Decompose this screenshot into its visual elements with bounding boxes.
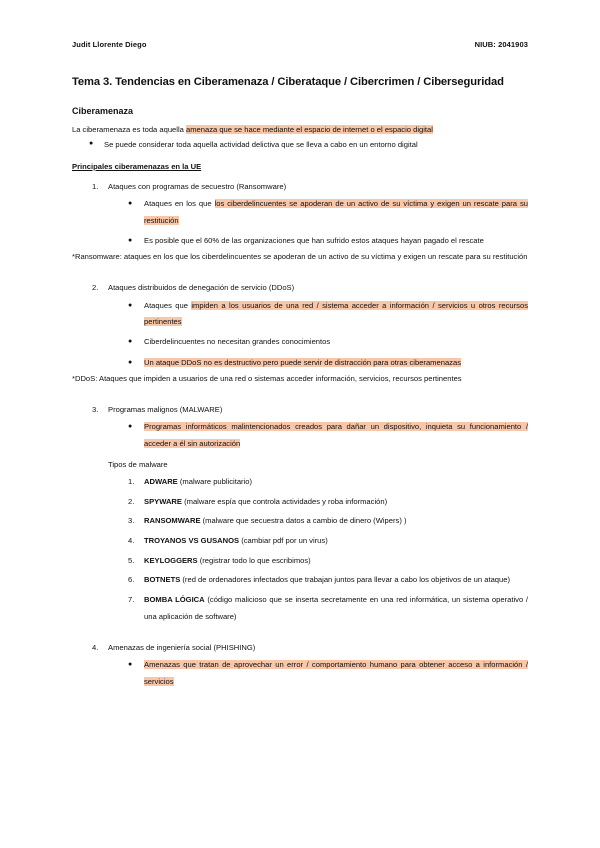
list-item-ransomware <box>72 181 528 193</box>
definition-paragraph <box>72 124 528 136</box>
item-label: Ataques distribuidos de denegación de servicio (DDoS) <box>108 283 295 292</box>
malware-types-heading: Tipos de malware <box>108 460 168 470</box>
note-ddos: *DDoS: Ataques que impiden a usuarios de una red o sistemas acceder información, servicios, recursos pertinentes <box>72 374 462 384</box>
malware-name: KEYLOGGERS <box>144 555 198 565</box>
malware-desc: (código malicioso que se inserta secretamente en una red informática, un sistema operativo / una aplicación de software) <box>144 595 528 621</box>
list-item <box>72 553 528 570</box>
item-number: 2. <box>128 496 135 506</box>
list-item <box>72 494 528 511</box>
item-number: 4. <box>92 642 99 652</box>
list-item <box>72 419 528 452</box>
malware-desc: (red de ordenadores infectados que trabajan juntos para llevar a cabo los objetivos de un ataque) <box>180 575 510 585</box>
item-number: 6. <box>128 575 135 585</box>
list-item <box>72 334 528 350</box>
bullet-icon: ● <box>128 236 133 244</box>
item-number: 2. <box>92 283 99 292</box>
section-heading-principales: Principales ciberamenazas en la UE <box>72 161 202 171</box>
item-number: 1. <box>128 476 135 486</box>
bullet-icon: ● <box>128 200 133 208</box>
list-item <box>72 474 528 491</box>
item-number: 3. <box>128 516 135 526</box>
malware-desc: (malware publicitario) <box>177 476 253 486</box>
list-item <box>72 572 528 589</box>
bullet-icon: ● <box>128 301 133 309</box>
item-number: 7. <box>128 595 135 605</box>
list-item-phishing <box>72 642 528 654</box>
page-title: Tema 3. Tendencias en Ciberamenaza / Ciberataque / Cibercrimen / Ciberseguridad <box>72 76 504 88</box>
malware-name: TROYANOS VS GUSANOS <box>144 535 240 545</box>
list-item <box>72 657 528 690</box>
item-label: Programas malignos (MALWARE) <box>108 404 223 414</box>
malware-name: BOMBA LÓGICA <box>144 595 205 605</box>
bullet-highlight: impiden a los usuarios de una red / sistema acceder a información / servicios u otros recursos pertinentes <box>144 300 528 327</box>
malware-name: SPYWARE <box>144 496 182 506</box>
malware-name: ADWARE <box>144 476 178 486</box>
bullet-icon: ● <box>128 358 133 366</box>
malware-desc: (malware espía que controla actividades y roba información) <box>181 496 388 506</box>
bullet-icon: ● <box>89 140 94 148</box>
item-label: Amenazas de ingeniería social (PHISHING) <box>108 642 256 652</box>
bullet-icon: ● <box>128 338 133 346</box>
header-author: Judit Llorente Diego <box>72 40 147 49</box>
bullet-highlight: los ciberdelincuentes se apoderan de un activo de su víctima y exigen un rescate para su restitución <box>144 199 528 225</box>
list-item <box>72 298 528 331</box>
note-ransomware: *Ransomware: ataques en los que los ciberdelincuentes se apoderan de un activo de su víctima y exigen un rescate para su restitución <box>72 252 528 262</box>
list-item <box>72 233 528 249</box>
list-item-ddos <box>72 282 528 294</box>
bullet-highlight: Programas informáticos malintencionados creados para dañar un dispositivo, inquieta su funcionamiento / acceder a él sin autorización <box>144 422 528 448</box>
list-item <box>72 355 528 371</box>
bullet-icon: ● <box>128 661 133 669</box>
item-number: 1. <box>92 181 99 191</box>
list-item-malware <box>72 404 528 416</box>
bullet-text: Ataques en los que <box>144 199 215 209</box>
malware-name: RANSOMWARE <box>144 516 201 526</box>
list-item <box>72 196 528 229</box>
malware-desc: (cambiar pdf por un virus) <box>239 535 328 545</box>
list-item <box>72 533 528 550</box>
header-niub: NIUB: 2041903 <box>474 40 528 49</box>
bullet-highlight: Amenazas que tratan de aprovechar un error / comportamiento humano para obtener acceso a información / servicios <box>144 660 528 686</box>
bullet-text: Es posible que el 60% de las organizaciones que han sufrido estos ataques hayan pagado el rescate <box>144 235 484 245</box>
malware-desc: (malware que secuestra datos a cambio de dinero (Wipers) ) <box>200 516 407 526</box>
bullet-icon: ● <box>128 423 133 431</box>
bullet-text: Ataques que <box>144 300 192 310</box>
item-number: 4. <box>128 535 135 545</box>
definition-text: La ciberamenaza es toda aquella <box>72 125 186 135</box>
document-body <box>72 74 528 690</box>
malware-desc: (registrar todo lo que escribimos) <box>197 555 311 565</box>
bullet-highlight: Un ataque DDoS no es destructivo pero puede servir de distracción para otras ciberamenazas <box>144 357 461 367</box>
item-number: 3. <box>92 404 99 414</box>
item-number: 5. <box>128 555 135 565</box>
list-item <box>72 139 528 151</box>
list-item <box>72 513 528 530</box>
bullet-text: Ciberdelincuentes no necesitan grandes conocimientos <box>144 337 331 347</box>
list-item <box>72 592 528 625</box>
malware-types-list <box>72 474 528 626</box>
bullet-text: Se puede considerar toda aquella actividad delictiva que se lleva a cabo en un entorno digital <box>104 140 418 150</box>
item-label: Ataques con programas de secuestro (Ransomware) <box>108 181 287 191</box>
section-heading-ciberamenaza: Ciberamenaza <box>72 106 134 117</box>
malware-name: BOTNETS <box>144 575 181 585</box>
definition-highlight: amenaza que se hace mediante el espacio de internet o el espacio digital <box>185 125 433 135</box>
